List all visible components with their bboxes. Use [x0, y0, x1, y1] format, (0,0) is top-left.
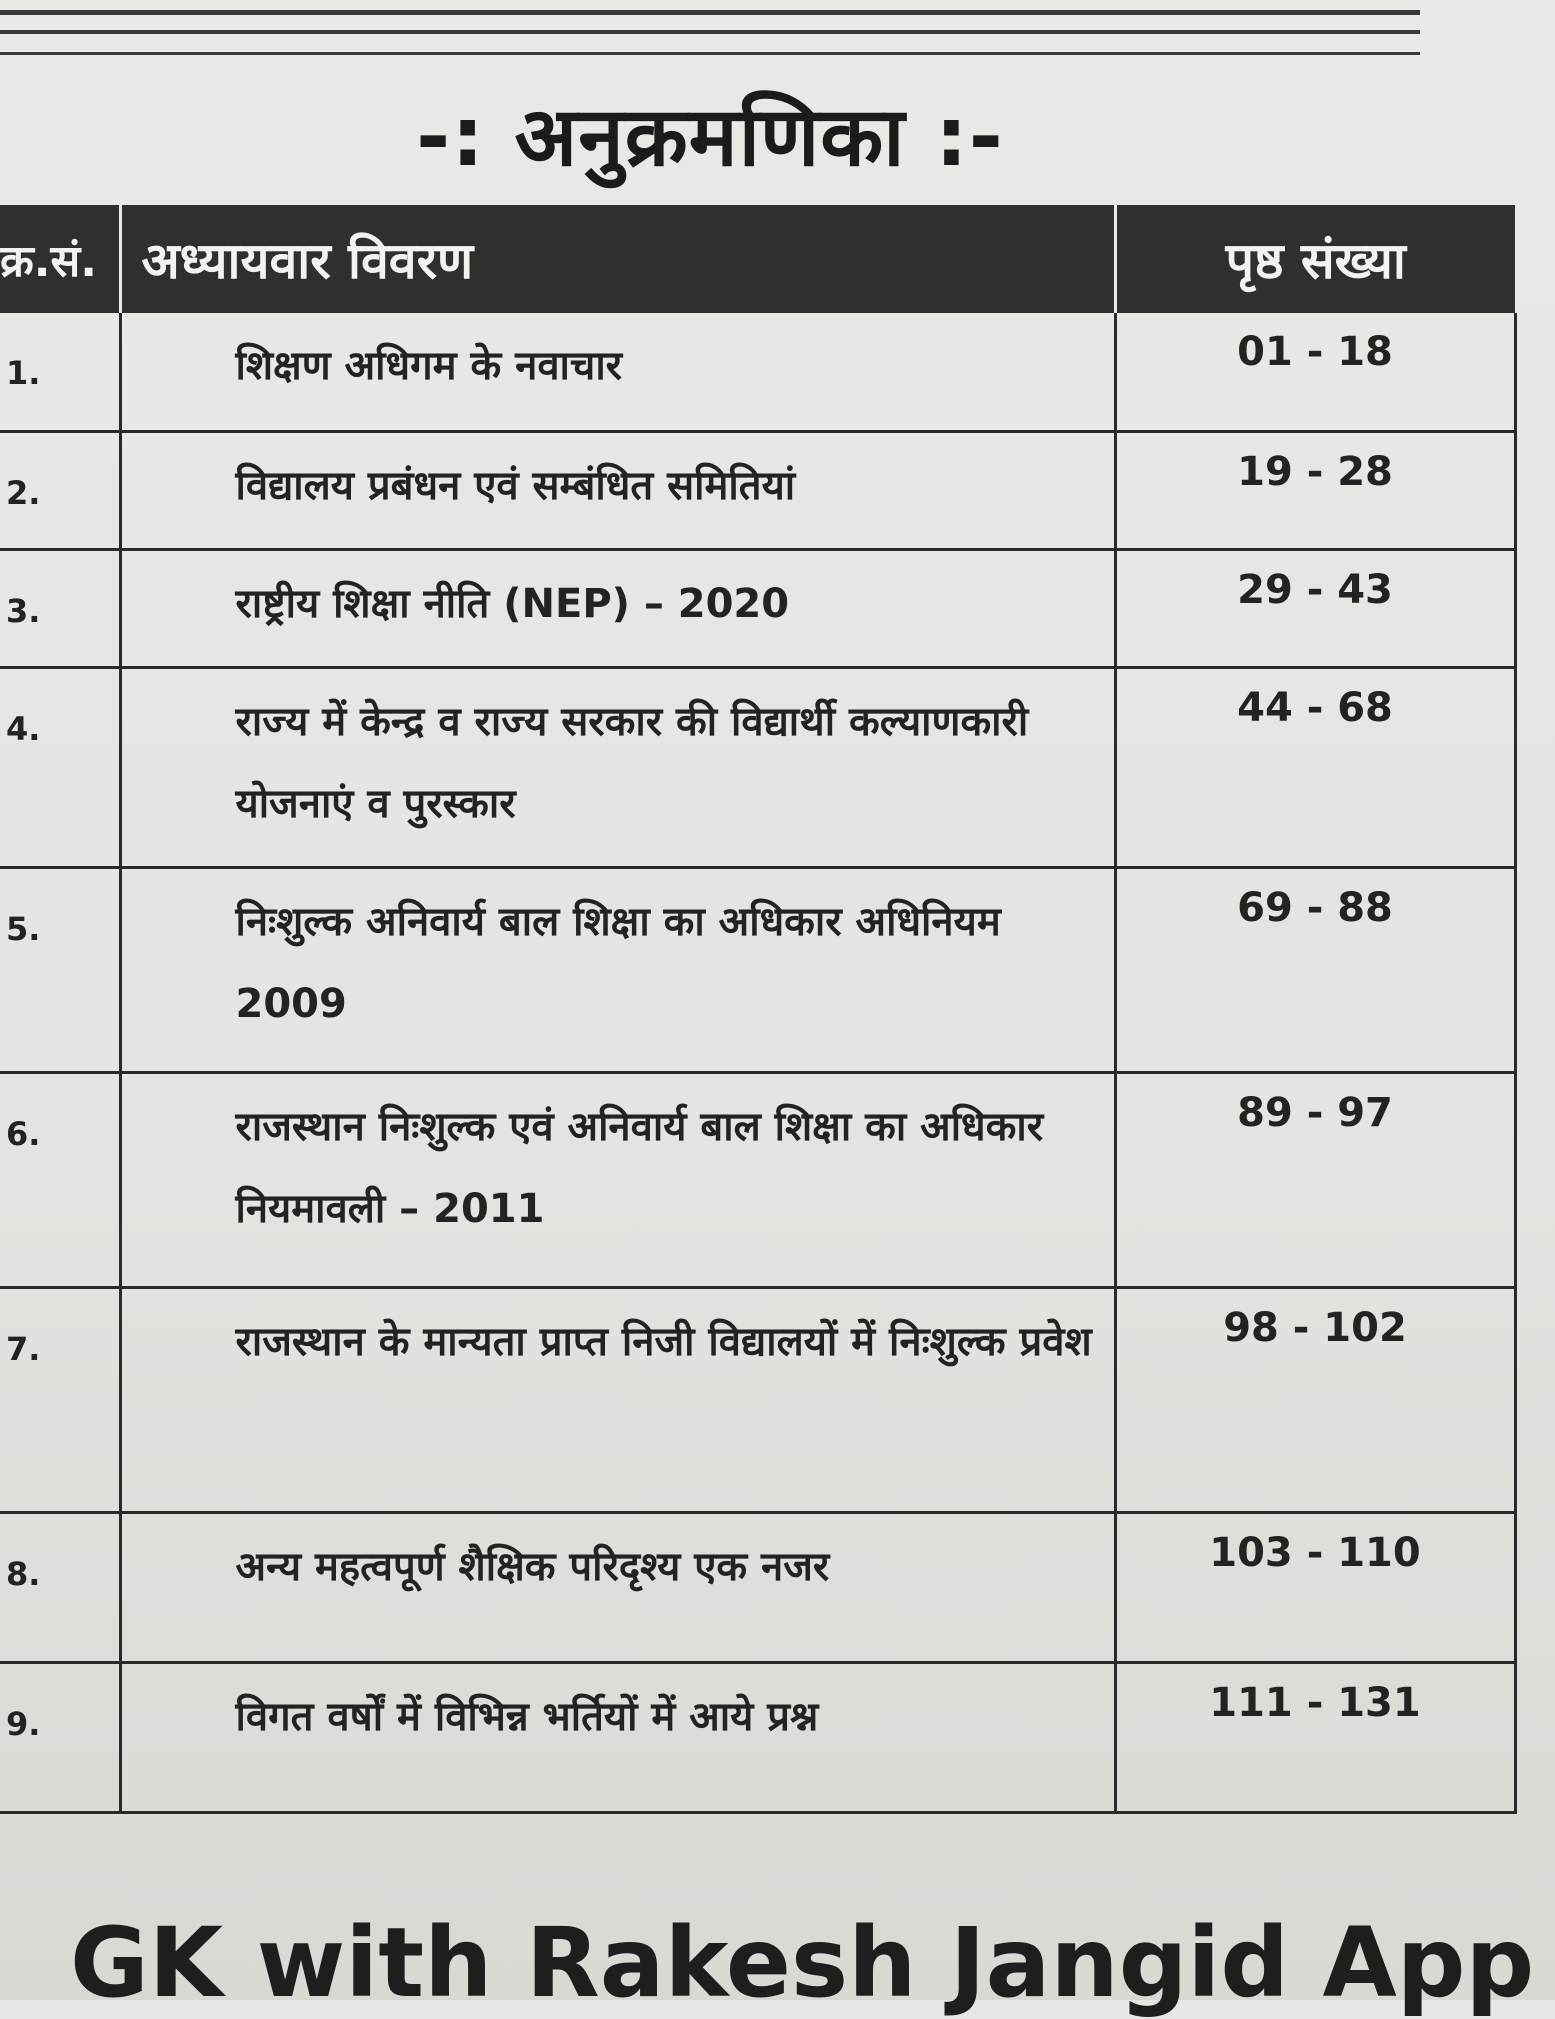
- chapter-title: शिक्षण अधिगम के नवाचार: [120, 313, 1115, 431]
- table-row: [0, 667, 1515, 867]
- page-range: 01 - 18: [1115, 313, 1515, 431]
- table-row: [0, 549, 1515, 667]
- table-row: [0, 1662, 1515, 1812]
- chapter-title: अन्य महत्वपूर्ण शैक्षिक परिदृश्य एक नजर: [120, 1512, 1115, 1662]
- page-range: 69 - 88: [1115, 867, 1515, 1072]
- page-range: 44 - 68: [1115, 667, 1515, 867]
- table-row: [0, 1287, 1515, 1512]
- table-row: [0, 431, 1515, 549]
- chapter-title: विगत वर्षों में विभिन्न भर्तियों में आये प्रश्न: [120, 1662, 1115, 1812]
- chapter-title: राष्ट्रीय शिक्षा नीति (NEP) – 2020: [120, 549, 1115, 667]
- top-rule: [0, 52, 1420, 55]
- header-serial: क्र.सं.: [0, 205, 120, 313]
- chapter-title: विद्यालय प्रबंधन एवं सम्बंधित समितियां: [120, 431, 1115, 549]
- page-range: 19 - 28: [1115, 431, 1515, 549]
- row-number: 9.: [0, 1662, 120, 1812]
- page-range: 103 - 110: [1115, 1512, 1515, 1662]
- chapter-title: राज्य में केन्द्र व राज्य सरकार की विद्यार्थी कल्याणकारी योजनाएं व पुरस्कार: [120, 667, 1115, 867]
- app-promo-footer: GK with Rakesh Jangid App: [70, 1907, 1535, 2019]
- table-row: [0, 1512, 1515, 1662]
- row-number: 3.: [0, 549, 120, 667]
- chapter-title: राजस्थान निःशुल्क एवं अनिवार्य बाल शिक्षा का अधिकार नियमावली – 2011: [120, 1072, 1115, 1287]
- header-pages: पृष्ठ संख्या: [1115, 205, 1515, 313]
- page-range: 29 - 43: [1115, 549, 1515, 667]
- table-row: [0, 867, 1515, 1072]
- table-row: [0, 313, 1515, 431]
- contents-table: [0, 205, 1517, 1814]
- chapter-title: निःशुल्क अनिवार्य बाल शिक्षा का अधिकार अधिनियम 2009: [120, 867, 1115, 1072]
- top-rule: [0, 10, 1420, 15]
- row-number: 4.: [0, 667, 120, 867]
- row-number: 1.: [0, 313, 120, 431]
- page-range: 89 - 97: [1115, 1072, 1515, 1287]
- page-range: 111 - 131: [1115, 1662, 1515, 1812]
- header-description: अध्यायवार विवरण: [120, 205, 1115, 313]
- page-range: 98 - 102: [1115, 1287, 1515, 1512]
- row-number: 2.: [0, 431, 120, 549]
- page-title: -: अनुक्रमणिका :-: [416, 90, 1004, 185]
- row-number: 6.: [0, 1072, 120, 1287]
- row-number: 5.: [0, 867, 120, 1072]
- table-header-row: [0, 205, 1515, 313]
- top-rule: [0, 30, 1420, 34]
- chapter-title: राजस्थान के मान्यता प्राप्त निजी विद्यालयों में निःशुल्क प्रवेश: [120, 1287, 1115, 1512]
- row-number: 8.: [0, 1512, 120, 1662]
- row-number: 7.: [0, 1287, 120, 1512]
- table-row: [0, 1072, 1515, 1287]
